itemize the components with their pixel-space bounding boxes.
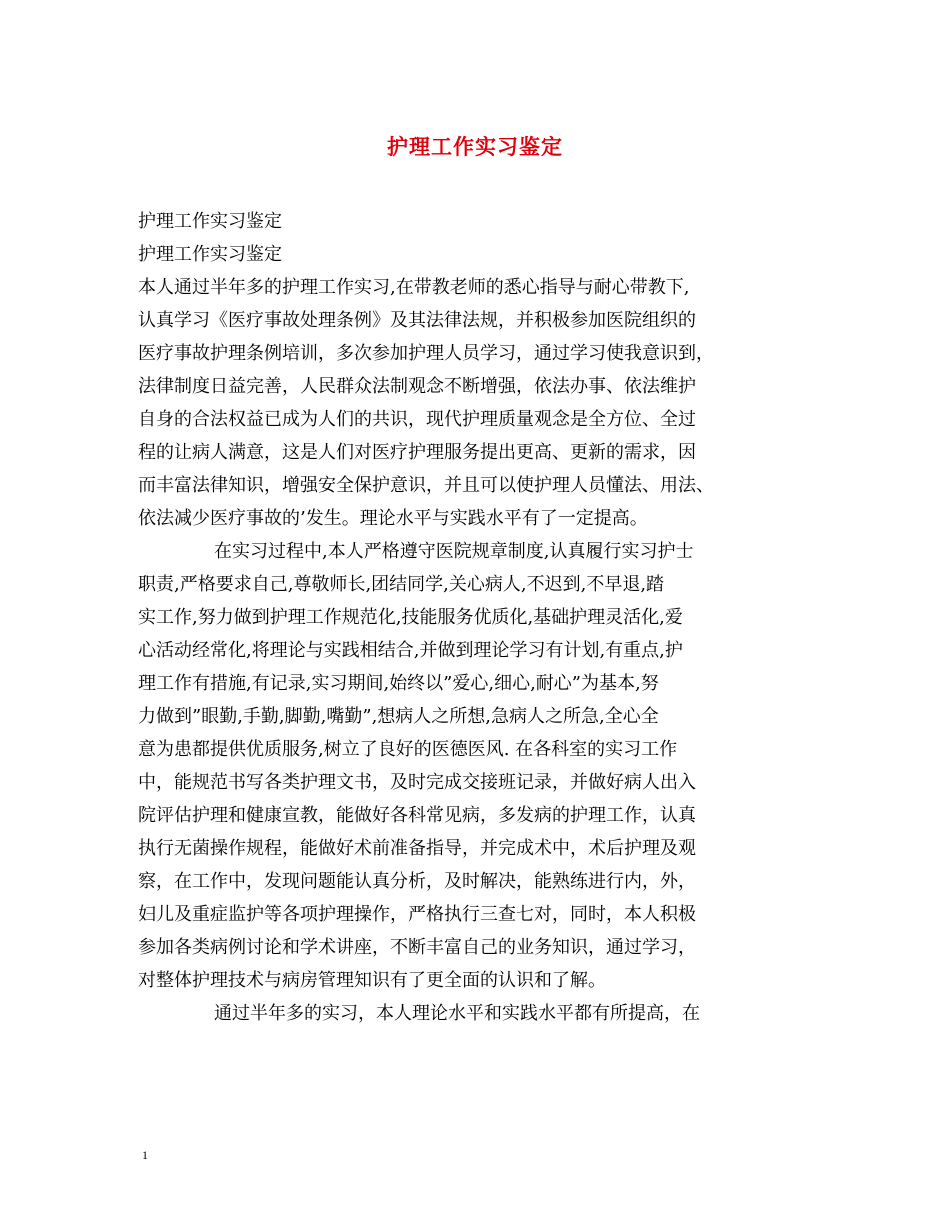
body-line: 实工作,努力做到护理工作规范化,技能服务优质化,基础护理灵活化,爱 [138, 607, 683, 628]
body-line: 力做到”眼勤,手勤,脚勤,嘴勤”,想病人之所想,急病人之所急,全心全 [138, 706, 659, 727]
body-line: 理工作有措施,有记录,实习期间,始终以”爱心,细心,耐心”为基本,努 [138, 673, 659, 694]
body-line: 认真学习《医疗事故处理条例》及其法律法规，并积极参加医院组织的 [138, 310, 696, 331]
body-line: 医疗事故护理条例培训，多次参加护理人员学习，通过学习使我意识到， [138, 343, 714, 364]
paragraph-start-line: 在实习过程中,本人严格遵守医院规章制度,认真履行实习护士 [214, 541, 694, 562]
body-line: 护理工作实习鉴定 [138, 244, 282, 265]
body-line: 法律制度日益完善，人民群众法制观念不断增强，依法办事、依法维护 [138, 376, 696, 397]
body-line: 护理工作实习鉴定 [138, 211, 282, 232]
body-line: 心活动经常化,将理论与实践相结合,并做到理论学习有计划,有重点,护 [138, 640, 683, 661]
body-line: 执行无菌操作规程，能做好术前准备指导，并完成术中，术后护理及观 [138, 838, 696, 859]
body-line: 对整体护理技术与病房管理知识有了更全面的认识和了解。 [138, 970, 606, 991]
body-line: 本人通过半年多的护理工作实习,在带教老师的悉心指导与耐心带教下, [138, 277, 690, 298]
body-line: 意为患都提供优质服务,树立了良好的医德医风. 在各科室的实习工作 [138, 739, 678, 760]
body-line: 妇儿及重症监护等各项护理操作，严格执行三查七对，同时，本人积极 [138, 904, 696, 925]
body-line: 察，在工作中，发现问题能认真分析，及时解决，能熟练进行内，外， [138, 871, 696, 892]
body-line: 参加各类病例讨论和学术讲座，不断丰富自己的业务知识，通过学习， [138, 937, 696, 958]
body-line: 程的让病人满意，这是人们对医疗护理服务提出更高、更新的需求，因 [138, 442, 696, 463]
document-body [138, 205, 838, 1030]
body-line: 院评估护理和健康宣教，能做好各科常见病，多发病的护理工作，认真 [138, 805, 696, 826]
paragraph-start-line: 通过半年多的实习，本人理论水平和实践水平都有所提高，在 [214, 1003, 700, 1024]
body-line: 职责,严格要求自己,尊敬师长,团结同学,关心病人,不迟到,不早退,踏 [138, 574, 665, 595]
document-title: 护理工作实习鉴定 [387, 134, 563, 159]
body-line: 中，能规范书写各类护理文书，及时完成交接班记录，并做好病人出入 [138, 772, 696, 793]
body-line: 而丰富法律知识，增强安全保护意识，并且可以使护理人员懂法、用法、 [138, 475, 714, 496]
body-line: 自身的合法权益已成为人们的共识，现代护理质量观念是全方位、全过 [138, 409, 696, 430]
body-line: 依法减少医疗事故的’发生。理论水平与实践水平有了一定提高。 [138, 508, 648, 529]
page-number: 1 [142, 1148, 148, 1162]
